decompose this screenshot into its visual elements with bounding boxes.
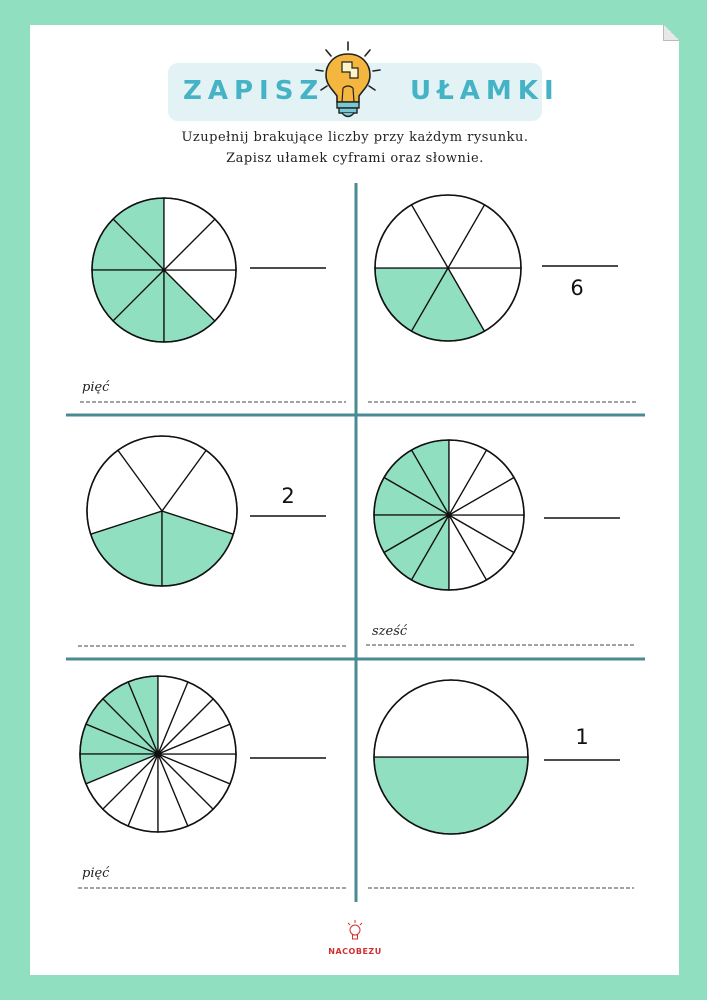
logo-text: NACOBEZU (328, 947, 382, 956)
instruction-line-1: Uzupełnij brakujące liczby przy każdym rysunku. (181, 130, 529, 145)
logo-bulb-icon (346, 920, 364, 942)
numerator-3: 2 (281, 484, 295, 508)
title-word-right: UŁAMKI (410, 76, 560, 106)
denominator-2: 6 (570, 276, 584, 300)
title-word-left: ZAPISZ (183, 76, 325, 106)
numerator-6: 1 (575, 725, 589, 749)
nacobezu-logo (325, 920, 385, 956)
answer-word-1: pięć (82, 380, 110, 395)
pie-6-slice-1 (374, 757, 528, 834)
pie-6-slice-2 (374, 680, 528, 757)
instruction-line-2: Zapisz ułamek cyframi oraz słownie. (226, 151, 484, 166)
answer-word-4: sześć (372, 624, 408, 639)
answer-word-5: pięć (82, 866, 110, 881)
